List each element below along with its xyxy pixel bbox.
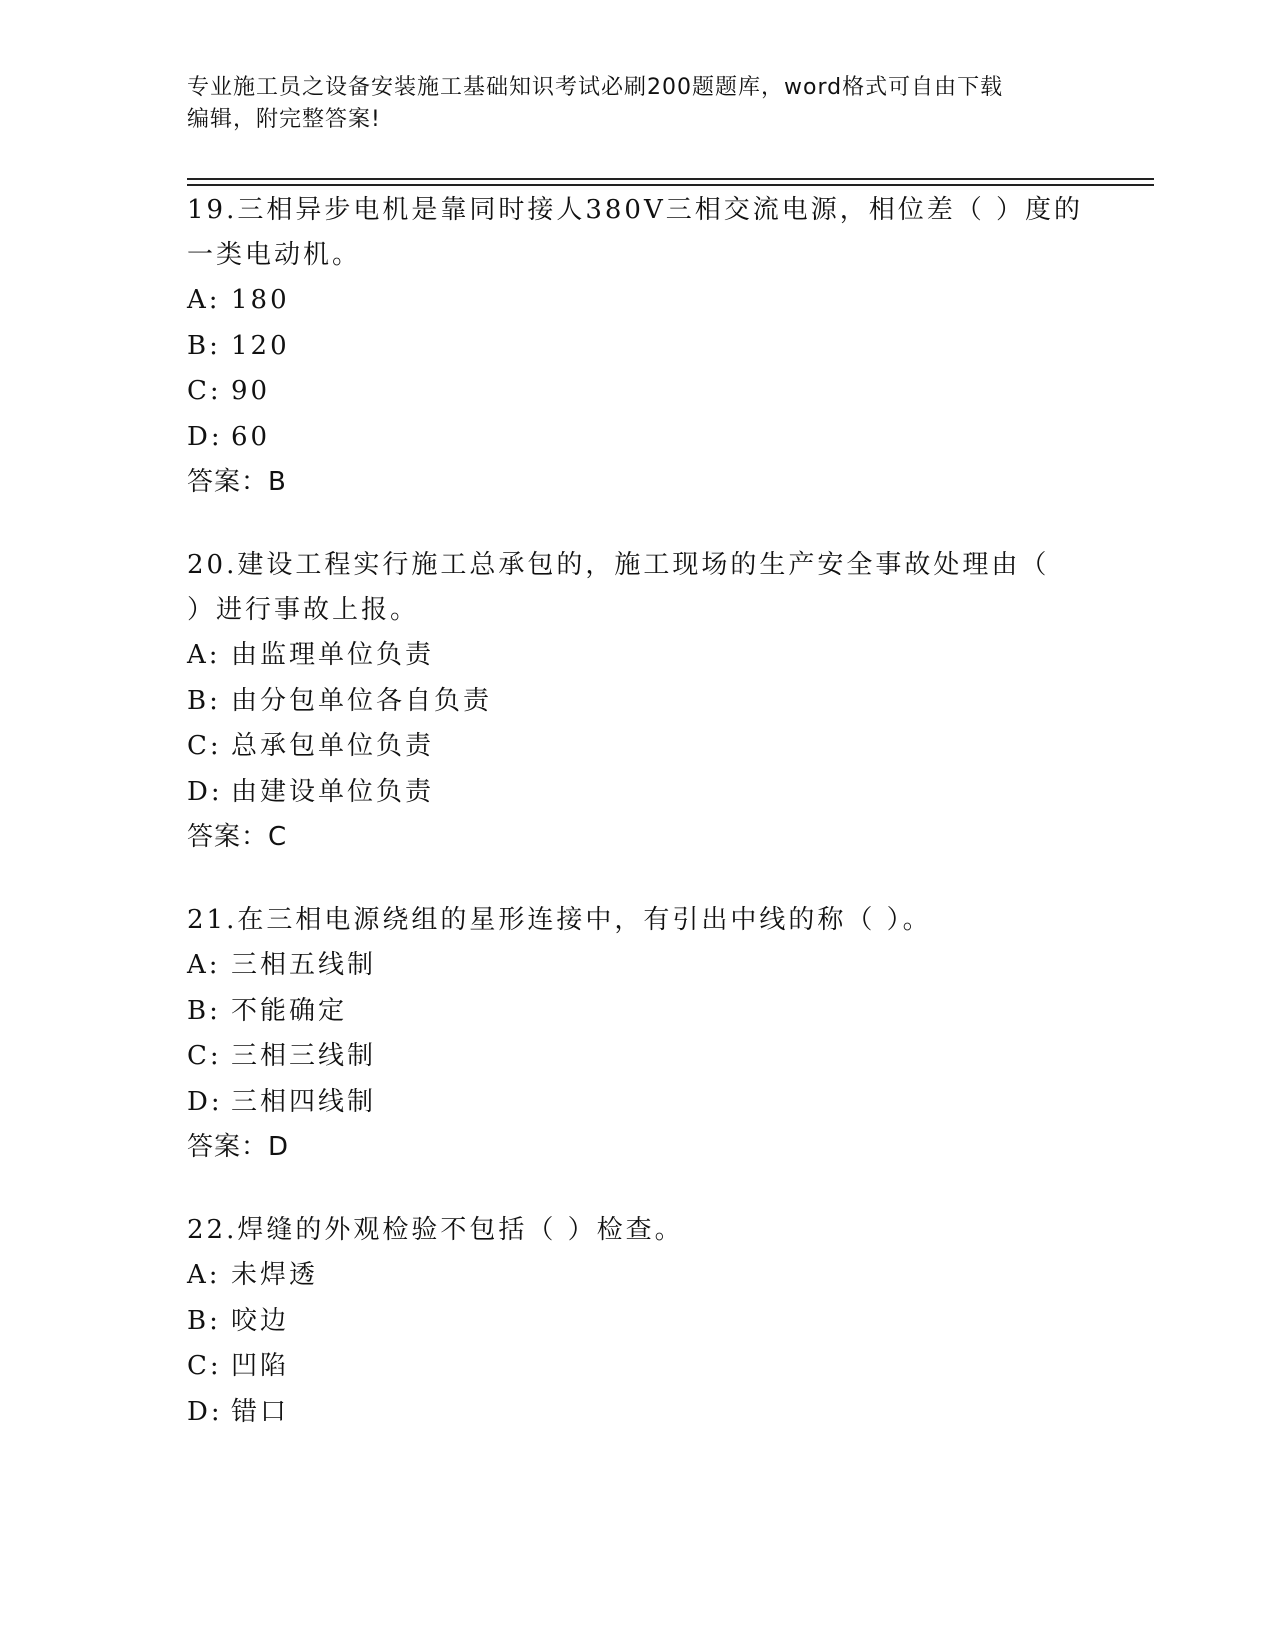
question-text-line-2: ）进行事故上报。 (187, 595, 420, 625)
option-b (187, 1299, 1087, 1345)
option-letter: D: (187, 776, 223, 807)
document-header (187, 72, 1087, 136)
option-letter: D: (187, 1086, 223, 1117)
answer: 答案：B (187, 467, 287, 497)
option-text: 60 (231, 421, 271, 452)
option-letter: C: (187, 1351, 222, 1381)
option-text: 120 (231, 330, 290, 361)
question-text (187, 188, 1087, 278)
option-letter: D: (187, 1396, 223, 1427)
question-text-line-1: 22.焊缝的外观检验不包括（ ）检查。 (187, 1215, 684, 1245)
option-letter: B: (187, 1305, 221, 1336)
option-b (187, 989, 1087, 1035)
option-b (187, 679, 1087, 725)
option-text: 总承包单位负责 (231, 731, 435, 761)
header-divider-bottom (187, 184, 1154, 186)
answer: 答案：D (187, 1132, 290, 1162)
option-letter: B: (187, 685, 221, 716)
option-c (187, 369, 1087, 415)
question-21 (187, 898, 1087, 1170)
option-c (187, 724, 1087, 770)
answer: 答案：C (187, 822, 288, 852)
option-a (187, 943, 1087, 989)
option-text: 凹陷 (231, 1351, 290, 1381)
question-text-line-1: 20.建设工程实行施工总承包的，施工现场的生产安全事故处理由（ (187, 550, 1050, 580)
option-text: 由监理单位负责 (231, 640, 435, 670)
option-d (187, 1390, 1087, 1436)
option-letter: C: (187, 376, 222, 406)
question-list (187, 188, 1087, 1473)
option-text: 错口 (231, 1396, 290, 1427)
option-letter: A: (187, 640, 221, 670)
option-text: 三相四线制 (231, 1086, 377, 1117)
option-c (187, 1344, 1087, 1390)
option-letter: C: (187, 731, 222, 761)
option-c (187, 1034, 1087, 1080)
option-d (187, 415, 1087, 461)
option-letter: B: (187, 330, 221, 361)
question-text-line-2: 一类电动机。 (187, 240, 362, 270)
option-a (187, 278, 1087, 324)
question-text (187, 898, 1087, 943)
question-20 (187, 543, 1087, 860)
option-text: 90 (231, 376, 271, 406)
header-divider-top (187, 178, 1154, 180)
question-text (187, 1208, 1087, 1253)
question-text-line-1: 21.在三相电源绕组的星形连接中，有引出中线的称（ ）。 (187, 905, 932, 935)
question-text (187, 543, 1087, 633)
option-a (187, 633, 1087, 679)
option-text: 三相三线制 (231, 1041, 377, 1071)
header-line-2: 编辑，附完整答案! (187, 107, 381, 132)
option-letter: A: (187, 285, 221, 315)
option-d (187, 1080, 1087, 1126)
option-letter: D: (187, 421, 223, 452)
option-text: 由建设单位负责 (231, 776, 435, 807)
question-19 (187, 188, 1087, 505)
question-22 (187, 1208, 1087, 1435)
option-text: 180 (231, 285, 290, 315)
question-text-line-1: 19.三相异步电机是靠同时接人380V三相交流电源，相位差（ ）度的 (187, 195, 1084, 225)
option-d (187, 770, 1087, 816)
option-a (187, 1253, 1087, 1299)
option-letter: B: (187, 995, 221, 1026)
option-text: 不能确定 (231, 995, 348, 1026)
option-letter: A: (187, 1260, 221, 1290)
header-line-1: 专业施工员之设备安装施工基础知识考试必刷200题题库，word格式可自由下载 (187, 75, 1004, 100)
option-text: 未焊透 (231, 1260, 319, 1290)
option-text: 咬边 (231, 1305, 290, 1336)
option-letter: C: (187, 1041, 222, 1071)
option-text: 由分包单位各自负责 (231, 685, 493, 716)
option-b (187, 324, 1087, 370)
option-letter: A: (187, 950, 221, 980)
option-text: 三相五线制 (231, 950, 377, 980)
